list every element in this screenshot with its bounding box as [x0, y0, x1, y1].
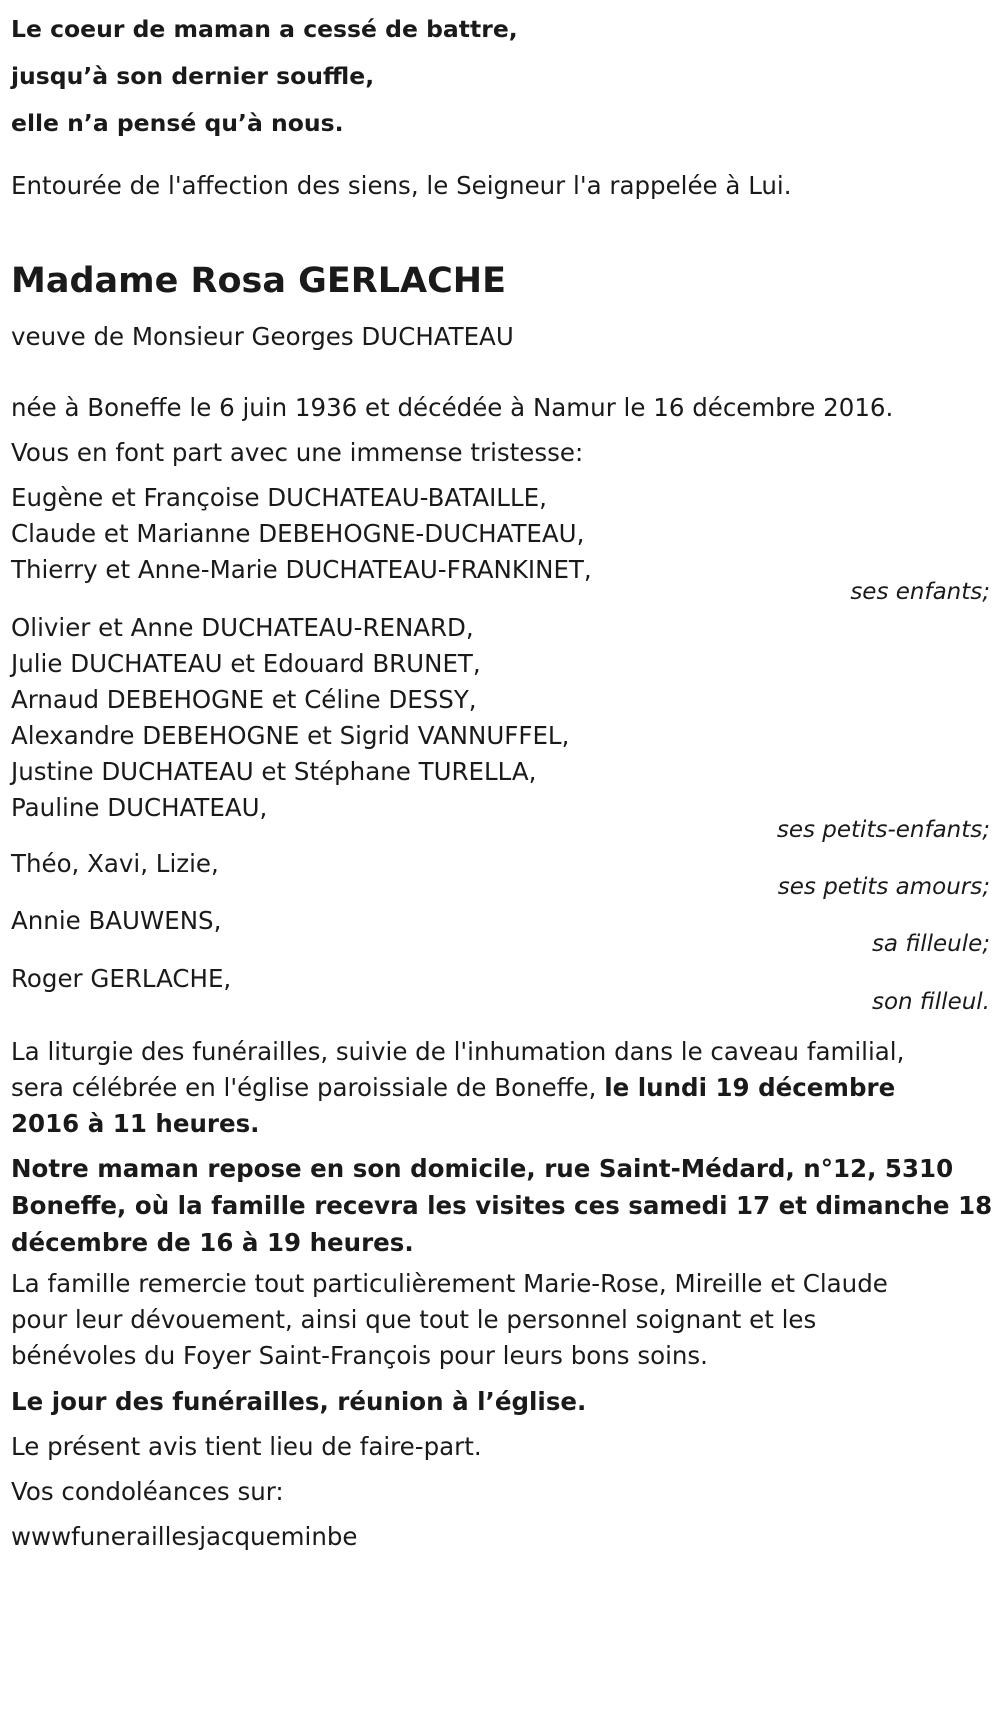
- affection-line: Entourée de l'affection des siens, le Seigneur l'a rappelée à Lui.: [11, 171, 792, 200]
- visit-paragraph: [11, 1150, 993, 1261]
- list-item: Claude et Marianne DEBEHOGNE-DUCHATEAU,: [11, 519, 585, 548]
- meeting-text: [11, 1384, 990, 1420]
- children-list: [11, 480, 990, 588]
- thanks-line: pour leur dévouement, ainsi que tout le personnel soignant et les: [11, 1305, 817, 1334]
- intro-line: elle n’a pensé qu’à nous.: [11, 109, 344, 137]
- condolences-line: Vos condoléances sur:: [11, 1477, 284, 1506]
- website-link[interactable]: [11, 1519, 990, 1555]
- grandchildren-list: [11, 610, 990, 826]
- website-text[interactable]: wwwfuneraillesjacqueminbe: [11, 1522, 358, 1551]
- list-item: Annie BAUWENS,: [11, 906, 222, 935]
- children-role: ses enfants;: [850, 579, 990, 605]
- visit-line: Notre maman repose en son domicile, rue Saint-Médard, n°12, 5310: [11, 1154, 954, 1183]
- liturgy-plain-text: sera célébrée en l'église paroissiale de Boneffe,: [11, 1073, 605, 1102]
- liturgy-line: [11, 1070, 990, 1106]
- list-item: Eugène et Françoise DUCHATEAU-BATAILLE,: [11, 483, 547, 512]
- notice-text: [11, 1429, 990, 1465]
- list-item: Arnaud DEBEHOGNE et Céline DESSY,: [11, 685, 477, 714]
- list-item: Théo, Xavi, Lizie,: [11, 849, 219, 878]
- thanks-paragraph: [11, 1266, 990, 1374]
- list-item: Justine DUCHATEAU et Stéphane TURELLA,: [11, 757, 537, 786]
- meeting-line: Le jour des funérailles, réunion à l’église.: [11, 1387, 587, 1416]
- intro-line: jusqu’à son dernier souffle,: [11, 62, 375, 90]
- list-item: Pauline DUCHATEAU,: [11, 793, 268, 822]
- affection-text: [11, 168, 990, 204]
- widow-text: [11, 319, 990, 355]
- liturgy-paragraph: [11, 1034, 990, 1142]
- thanks-line: bénévoles du Foyer Saint-François pour leurs bons soins.: [11, 1341, 708, 1370]
- intro-poem: [11, 6, 990, 147]
- list-item: Julie DUCHATEAU et Edouard BRUNET,: [11, 649, 481, 678]
- announce-line: Vous en font part avec une immense tristesse:: [11, 438, 584, 467]
- godson-list: [11, 961, 990, 997]
- list-item: Thierry et Anne-Marie DUCHATEAU-FRANKINET,: [11, 555, 592, 584]
- grandchildren-role: ses petits-enfants;: [776, 817, 990, 843]
- birth-death-text: [11, 390, 990, 426]
- goddaughter-role: sa filleule;: [871, 931, 990, 957]
- thanks-line: La famille remercie tout particulièrement Marie-Rose, Mireille et Claude: [11, 1269, 888, 1298]
- visit-line: Boneffe, où la famille recevra les visites ces samedi 17 et dimanche 18: [11, 1191, 993, 1220]
- great-grandchildren-role: ses petits amours;: [777, 874, 990, 900]
- liturgy-date-text: le lundi 19 décembre: [604, 1073, 896, 1102]
- birth-death-line: née à Boneffe le 6 juin 1936 et décédée à Namur le 16 décembre 2016.: [11, 393, 894, 422]
- notice-line: Le présent avis tient lieu de faire-part.: [11, 1432, 482, 1461]
- liturgy-time-text: 2016 à 11 heures.: [11, 1109, 260, 1138]
- liturgy-line: [11, 1106, 990, 1142]
- godson-role: son filleul.: [871, 989, 990, 1015]
- visit-line: décembre de 16 à 19 heures.: [11, 1228, 414, 1257]
- condolences-text: [11, 1474, 990, 1510]
- liturgy-line: La liturgie des funérailles, suivie de l'inhumation dans le caveau familial,: [11, 1037, 905, 1066]
- list-item: Olivier et Anne DUCHATEAU-RENARD,: [11, 613, 474, 642]
- list-item: Alexandre DEBEHOGNE et Sigrid VANNUFFEL,: [11, 721, 570, 750]
- intro-line: Le coeur de maman a cessé de battre,: [11, 15, 518, 43]
- list-item: Roger GERLACHE,: [11, 964, 232, 993]
- goddaughter-list: [11, 903, 990, 939]
- widow-line: veuve de Monsieur Georges DUCHATEAU: [11, 322, 514, 351]
- announce-text: [11, 435, 990, 471]
- deceased-name: Madame Rosa GERLACHE: [11, 261, 507, 301]
